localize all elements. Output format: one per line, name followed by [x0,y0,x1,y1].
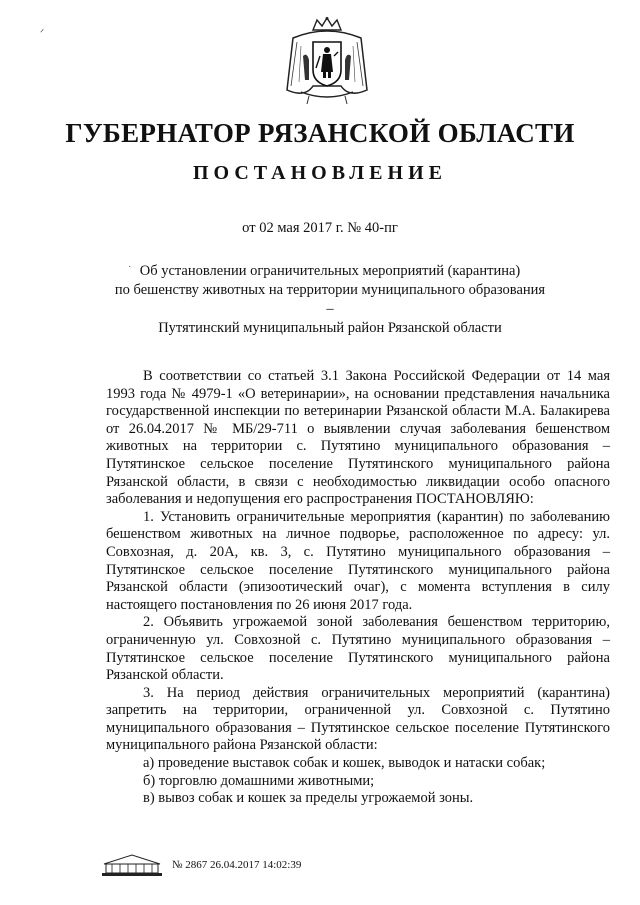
building-logo-icon [98,852,166,878]
registration-stamp [98,852,301,878]
subject-line-2: по бешенству животных на территории муниципального образования – [114,282,546,317]
org-title: ГУБЕРНАТОР РЯЗАНСКОЙ ОБЛАСТИ [65,118,575,148]
item-3c-paragraph: в) вывоз собак и кошек за пределы угрожаемой зоны. [143,790,474,807]
scan-mark: ᐟ [40,28,45,39]
document-subject [110,262,550,338]
item-1-paragraph: 1. Установить ограничительные мероприятия (карантин) по заболеванию бешенством животных на личное подворье, расположенное по адресу: ул. Совхозная, д. 20А, кв. 3, с. Путятино муниципального образования – Путятинское сельское поселение Путятинского муниципального района Рязанской области (эпизоотический очаг), с момента вступления в силу настоящего постановления по 26 июня 2017 года. [106,508,610,613]
preamble-paragraph: В соответствии со статьей 3.1 Закона Российской Федерации от 14 мая 1993 года № 4979-1 «О ветеринарии», на основании представления начальника государственной инспекции по ветеринарии Рязанской области М.А. Балакирева от 26.04.2017 № МБ/29-711 о выявлении случая заболевания бешенством животных на территории с. Путятино муниципального образования – Путятинское сельское поселение Путятинского муниципального района Рязанской области, в связи с необходимостью ликвидации особо опасного заболевания и недопущения его распространения ПОСТАНОВЛЯЮ: [106,368,610,508]
coat-of-arms-icon [283,16,371,106]
subject-line-1: Об установлении ограничительных мероприятий (карантина) [139,263,521,279]
item-3-paragraph: 3. На период действия ограничительных мероприятий (карантина) запретить на территории, ограниченной ул. Совхозной с. Путятино муниципального образования – Путятинское сельское поселение Путятинского муниципального района Рязанской области: [106,684,610,754]
scan-mark: ˙ [128,265,132,276]
subject-line-3: Путятинский муниципальный район Рязанской области [158,320,502,336]
document-type: ПОСТАНОВЛЕНИЕ [193,162,447,184]
document-body [106,368,610,808]
item-3b-paragraph: б) торговлю домашними животными; [143,772,375,789]
item-2-paragraph: 2. Объявить угрожаемой зоной заболевания бешенством территорию, ограниченную ул. Совхозной с. Путятино муниципального образования – Путятинское сельское поселение Путятинского муниципального района Рязанской области. [106,614,610,684]
registration-number: № 2867 26.04.2017 14:02:39 [172,859,302,871]
item-3a-paragraph: а) проведение выставок собак и кошек, выводок и натаски собак; [143,755,546,772]
document-date-number: от 02 мая 2017 г. № 40-пг [242,220,398,236]
